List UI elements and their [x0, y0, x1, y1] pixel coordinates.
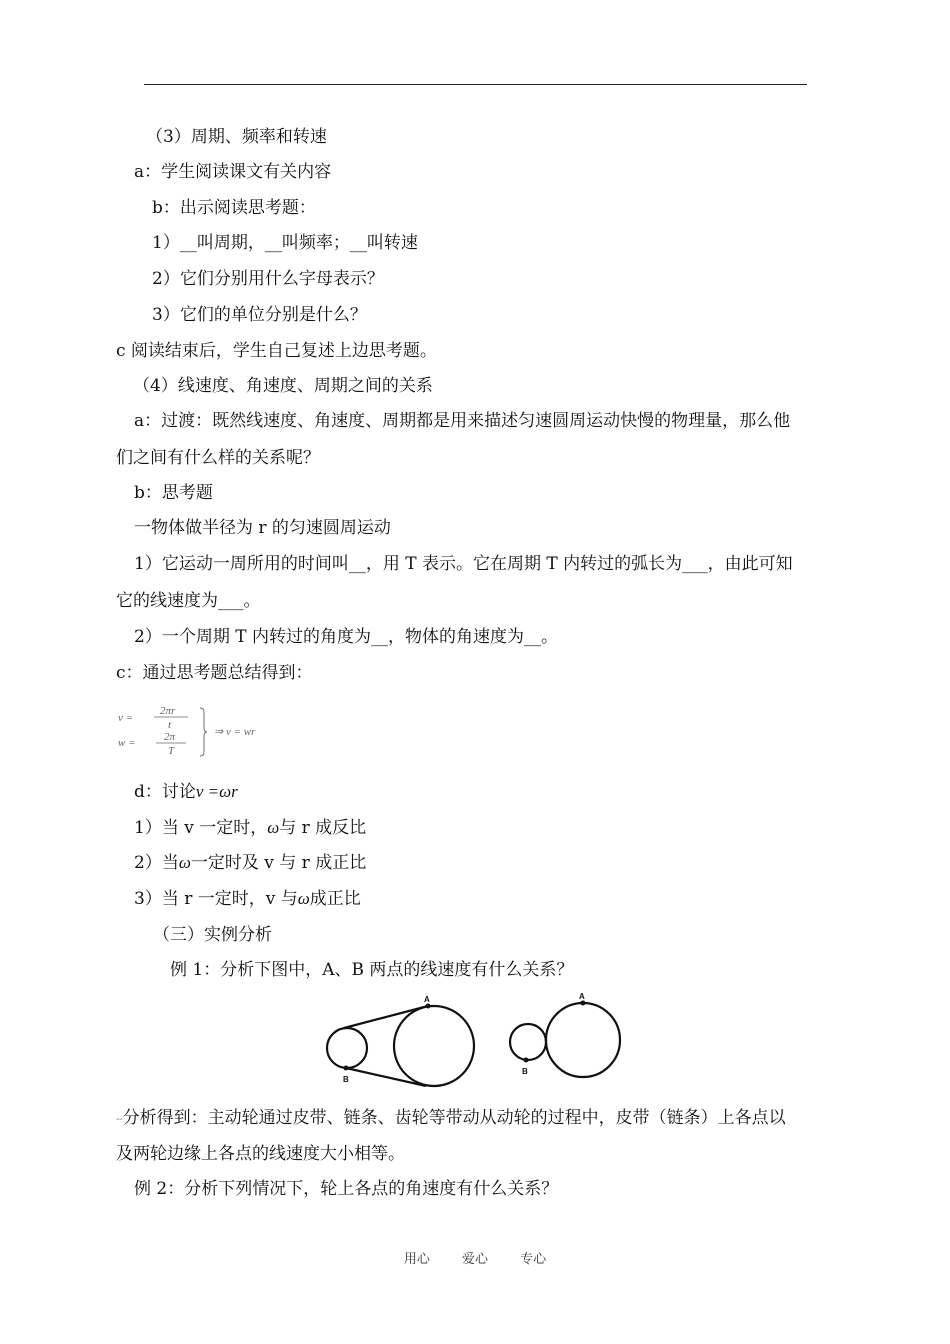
wheels-diagram: [322, 992, 622, 1090]
section-heading-examples: （三）实例分析: [153, 925, 272, 945]
section-heading-period: （3）周期、频率和转速: [146, 127, 327, 147]
text-segment: 一定时及 v 与 r 成正比: [190, 853, 367, 873]
example-1-question: 例 1：分析下图中，A、B 两点的线速度有什么关系？: [170, 960, 574, 980]
analysis-text: 分析得到：主动轮通过皮带、链条、齿轮等带动从动轮的过程中，皮带（链条）上各点以: [122, 1108, 786, 1128]
formula-v-lhs: v =: [118, 712, 134, 724]
small-wheel-belt: [327, 1028, 367, 1068]
point-a-label: A: [579, 992, 585, 1001]
point-b-label: B: [522, 1067, 528, 1076]
footer-text: 爱心: [461, 1252, 488, 1267]
question-item: 3）它们的单位分别是什么？: [152, 305, 367, 325]
footer-text: 用心: [403, 1252, 430, 1267]
text-segment: 3）当 r 一定时，v 与: [134, 889, 298, 909]
omega-symbol: ω: [267, 818, 280, 837]
formula-w-denominator: T: [168, 745, 175, 757]
footer-text: 专心: [520, 1252, 547, 1267]
point-a-label: A: [424, 995, 430, 1004]
text-line: 2）一个周期 T 内转过的角度为__，物体的角速度为__。: [134, 627, 558, 647]
text-line: b：出示阅读思考题：: [152, 198, 316, 218]
text-line: b：思考题: [134, 483, 213, 503]
text-segment: 2）当: [134, 853, 179, 873]
text-line: 及两轮边缘上各点的线速度大小相等。: [116, 1144, 405, 1164]
belt-bottom: [346, 1068, 426, 1086]
section-heading-relation: （4）线速度、角速度、周期之间的关系: [133, 376, 433, 396]
formula-w-lhs: w =: [118, 737, 136, 749]
velocity-formula: [116, 704, 316, 760]
formula-v-numerator: 2πr: [160, 705, 176, 717]
formula-w-numerator: 2π: [164, 731, 176, 743]
large-wheel-belt: [394, 1006, 474, 1086]
text-line: c 阅读结束后，学生自己复述上边思考题。: [116, 341, 437, 361]
question-item: 2）它们分别用什么字母表示？: [152, 269, 384, 289]
analysis-line: [116, 1107, 786, 1131]
omega-symbol: ω: [297, 889, 310, 908]
formula-v-denominator: t: [168, 719, 172, 731]
text-line: 们之间有什么样的关系呢？: [116, 448, 320, 468]
text-line: a：学生阅读课文有关内容: [134, 162, 332, 182]
discussion-item: [134, 852, 366, 874]
discussion-item: [134, 817, 366, 839]
question-item: 1）__叫周期，__叫频率；__叫转速: [152, 233, 418, 253]
omega-symbol: ω: [178, 853, 191, 872]
discussion-formula: v =ωr: [195, 782, 238, 801]
text-segment: 1）当 v 一定时，: [134, 818, 268, 838]
text-segment: 与 r 成反比: [279, 818, 367, 838]
text-line: 一物体做半径为 r 的匀速圆周运动: [134, 518, 391, 538]
discussion-item: [134, 888, 361, 910]
belt-top: [344, 1006, 428, 1028]
point-b-label: B: [343, 1075, 349, 1084]
text-line: 1）它运动一周所用的时间叫__，用 T 表示。它在周期 T 内转过的弧长为___，由此可知: [134, 554, 793, 574]
page-footer: [0, 1248, 950, 1267]
small-wheel-contact: [510, 1024, 546, 1060]
header-rule: [144, 84, 807, 85]
example-2-question: 例 2：分析下列情况下，轮上各点的角速度有什么关系？: [134, 1179, 559, 1199]
large-wheel-contact: [546, 1003, 620, 1077]
formula-result: ⇒ v = wr: [214, 726, 256, 738]
discussion-line: [134, 781, 238, 803]
text-line: 它的线速度为___。: [116, 591, 261, 611]
discussion-label: d：讨论: [134, 782, 196, 802]
text-line: c：通过思考题总结得到：: [116, 663, 313, 683]
text-line: a：过渡：既然线速度、角速度、周期都是用来描述匀速圆周运动快慢的物理量，那么他: [134, 411, 791, 431]
anchor-mark: ╌: [116, 1113, 123, 1126]
text-segment: 成正比: [309, 889, 361, 909]
